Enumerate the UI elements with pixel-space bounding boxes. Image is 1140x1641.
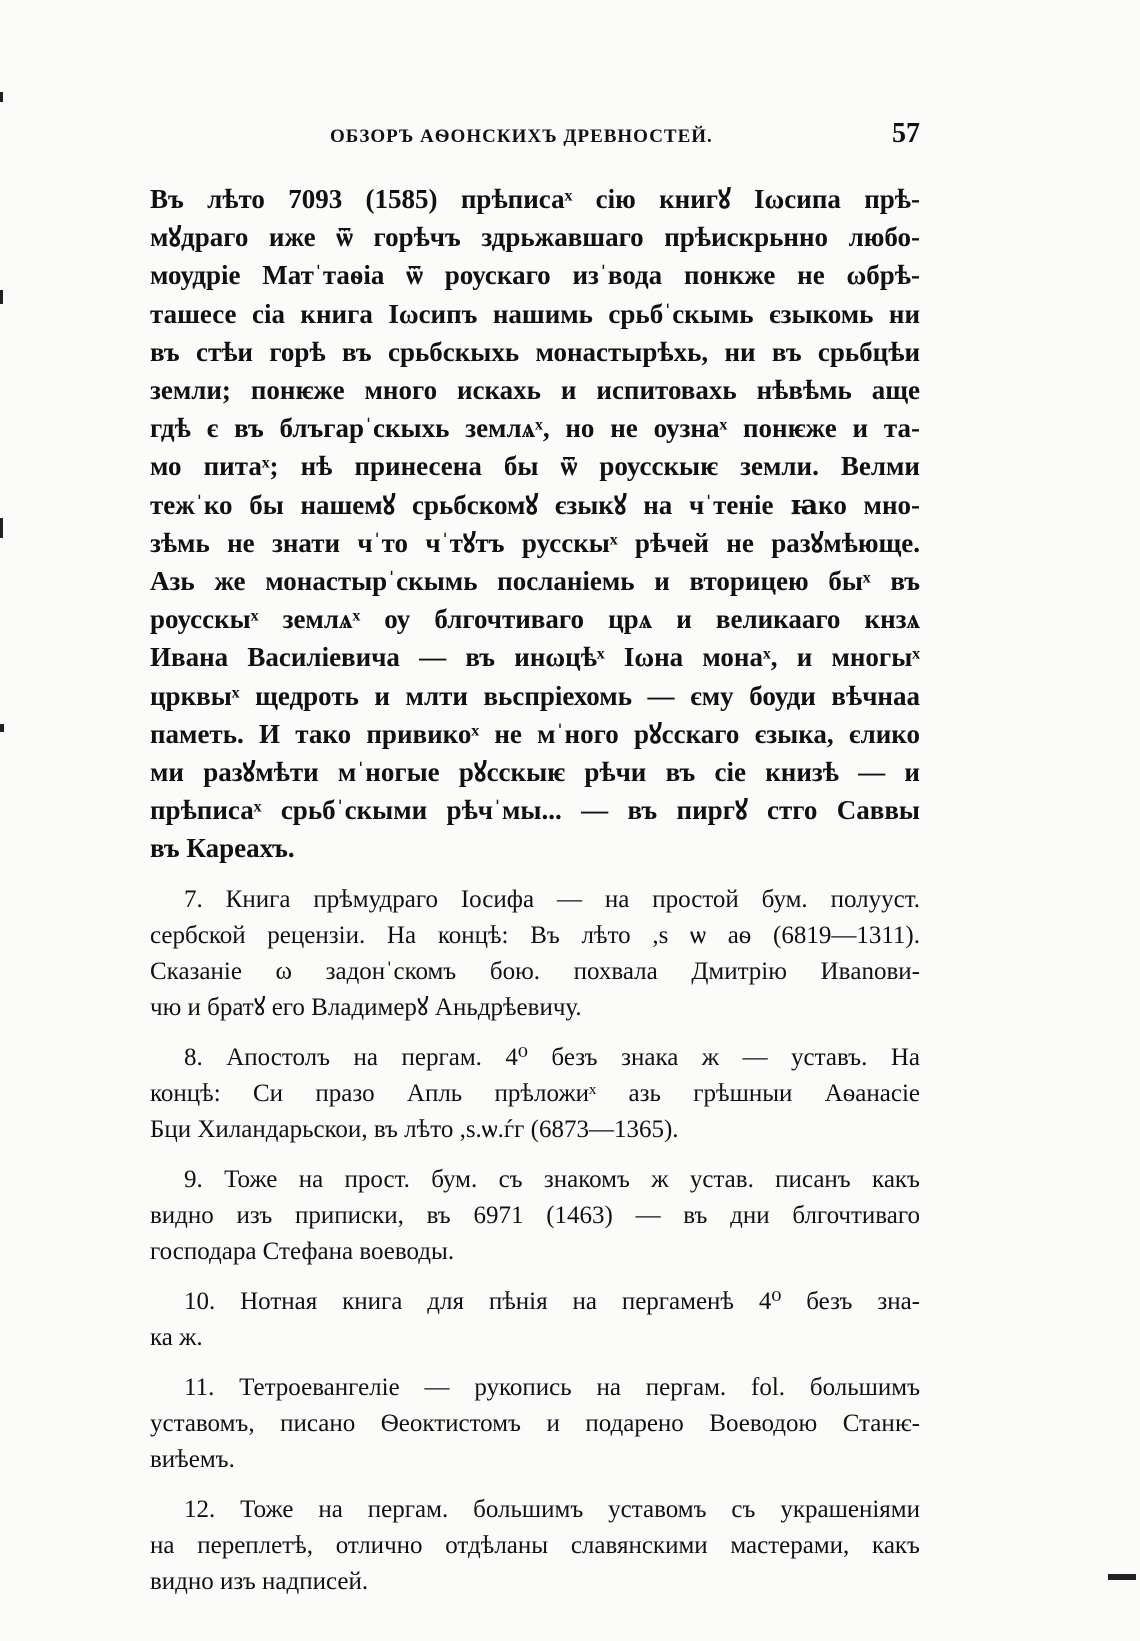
catalog-entry-11 (150, 1370, 920, 1478)
text-line: въ стѣи горѣ въ срьбскыхь монастырѣхь, ни въ срьбцѣи (150, 336, 920, 367)
text-line: зѣмь не знати чˈто чˈтꙋтъ русскыˣ рѣчей не разꙋмѣюще. (150, 527, 920, 558)
text-line: чю и братꙋ его Владимерꙋ Аньдрѣевичу. (150, 993, 582, 1021)
text-line: црквыˣ щедроть и млти вьспріехомь — єму боуди вѣчнаа (150, 680, 920, 711)
quotation-paragraph (150, 180, 920, 868)
text-line: 7. Книга прѣмудраго Іосифа — на простой бум. полууст. (184, 885, 920, 913)
text-line: 9. Тоже на прост. бум. съ знакомъ ж устав. писанъ какъ (184, 1165, 920, 1193)
text-line: гдѣ є въ блъгарˈскыхь землѧˣ, но не оузнаˣ понѥже и та- (150, 413, 920, 444)
running-title: ОБЗОРЪ АѲОНСКИХЪ ДРЕВНОСТЕЙ. (330, 126, 713, 147)
text-line: ка ж. (150, 1323, 203, 1351)
text-line: сербской рецензіи. На концѣ: Въ лѣто ,ѕ ѡ аѳ (6819—1311). (150, 921, 920, 949)
text-line: тежˈко бы нашемꙋ срьбскомꙋ єзыкꙋ на чˈтеніе ꙗко мно- (150, 489, 920, 520)
text-line: Бци Хиландарьскои, въ лѣто ,ѕ.ѡ.ѓг (6873—1365). (150, 1115, 679, 1143)
text-line: 11. Тетроевангеліе — рукопись на пергам. fol. большимъ (184, 1373, 920, 1401)
text-line: Сказаніе ω задонˈскомъ бою. похвала Дмитрію Ивanови- (150, 957, 920, 985)
left-margin-mark (0, 290, 3, 304)
text-line: виѣемъ. (150, 1445, 235, 1473)
text-line: мꙋдраго иже ѿ горѣчъ здрьжавшаго прѣискрьнно любо- (150, 222, 920, 253)
text-line: Азь же монастырˈскымь посланіемь и вторицею быˣ въ (150, 566, 920, 597)
text-line: 10. Нотная книга для пѣнія на пергаменѣ 4⁰ безъ зна- (184, 1287, 920, 1315)
catalog-entry-10 (150, 1284, 920, 1356)
text-line: концѣ: Си празо Апль прѣложиˣ азь грѣшныи Аѳанасіе (150, 1079, 920, 1107)
text-line: на переплетѣ, отлично отдѣланы славянскими мастерами, какъ (150, 1531, 920, 1559)
text-line: видно изъ надписей. (150, 1567, 369, 1595)
left-margin-mark (0, 92, 3, 102)
text-line: мо питаˣ; нѣ принесена бы ѿ роусскыѥ земли. Велми (150, 451, 920, 482)
catalog-entry-12 (150, 1492, 920, 1600)
right-margin-mark (1108, 1574, 1136, 1580)
page-header (150, 118, 920, 158)
text-line: земли; понѥже много искахь и испитовахь нѣвѣмь аще (150, 375, 920, 406)
text-line: въ Кареахъ. (150, 833, 295, 864)
text-line: ташесе сіа книга Іωсипъ нашимь срьбˈскымь єзыкомь ни (150, 298, 920, 329)
left-margin-mark (0, 518, 3, 538)
text-line: 12. Тоже на пергам. большимъ уставомъ съ украшеніями (184, 1495, 920, 1523)
catalog-entry-8 (150, 1040, 920, 1148)
text-line: Ивана Василіевича — въ инωцѣˣ Іωна монаˣ, и многыˣ (150, 642, 920, 673)
text-line: видно изъ приписки, въ 6971 (1463) — въ дни блгочтиваго (150, 1201, 920, 1229)
page-number: 57 (892, 118, 920, 149)
text-line: ми разꙋмѣти мˈногые рꙋсскыѥ рѣчи въ сіе книзѣ — и (150, 757, 920, 788)
text-line: паметь. И тако привикоˣ не мˈного рꙋсскаго єзыка, єлико (150, 718, 920, 749)
page-content (150, 180, 920, 1614)
text-line: роусскыˣ землѧˣ оу блгочтиваго црѧ и великааго кнзѧ (150, 604, 920, 635)
text-line: Въ лѣто 7093 (1585) прѣписаˣ сію книгꙋ Іωсипа прѣ- (150, 184, 920, 214)
catalog-entry-9 (150, 1162, 920, 1270)
catalog-entry-7 (150, 882, 920, 1026)
text-line: 8. Апостолъ на пергам. 4⁰ безъ знака ж — уставъ. На (184, 1043, 920, 1071)
text-line: уставомъ, писано Ѳеоктистомъ и подарено Воеводою Станѥ- (150, 1409, 920, 1437)
text-line: прѣписаˣ срьбˈскыми рѣчˈмы... — въ пиргꙋ стго Саввы (150, 795, 920, 826)
text-line: господара Стефана воеводы. (150, 1237, 455, 1265)
left-margin-mark (0, 724, 4, 732)
text-line: моудріе Матˈтаѳіа ѿ роускаго изˈвода понкже не ωбрѣ- (150, 260, 920, 291)
